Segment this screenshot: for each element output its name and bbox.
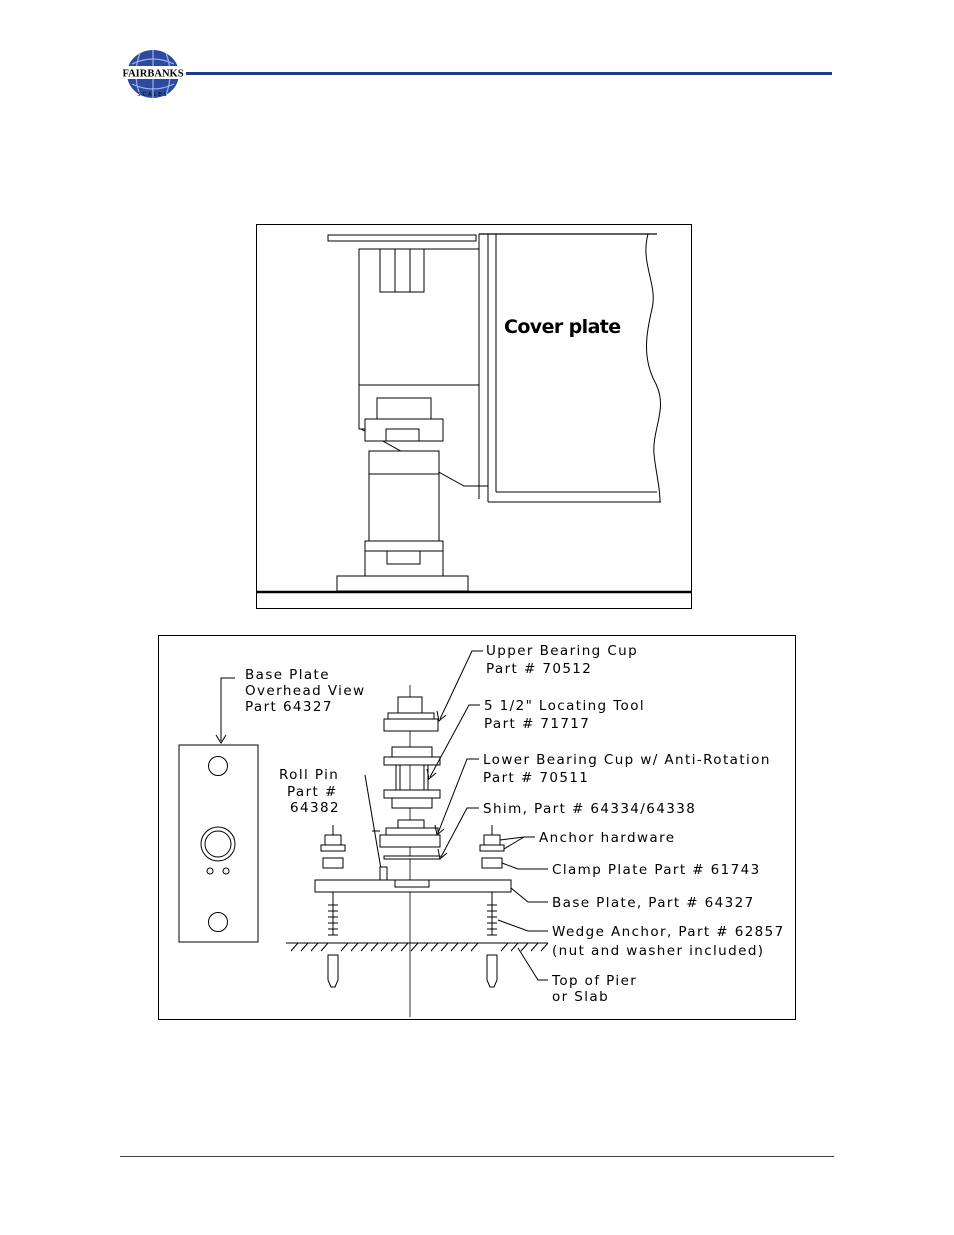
fairbanks-logo [120, 48, 186, 100]
logo-text: FAIRBANKS [122, 68, 184, 80]
figure-side-view [256, 224, 692, 609]
anchor-hardware-label: Anchor hardware [539, 830, 676, 846]
locating-tool [384, 757, 440, 765]
wedge-anchor-label: Wedge Anchor, Part # 62857 (nut and washer included) [552, 924, 785, 959]
roll-pin-label: Roll Pin Part # 64382 [279, 767, 340, 816]
upper-cup-label: Upper Bearing Cup Part # 70512 [486, 643, 639, 677]
load-cell [369, 451, 439, 541]
housing [359, 249, 479, 385]
lower-cup-label: Lower Bearing Cup w/ Anti-Rotation Part # 70511 [483, 752, 771, 786]
pier-label: Top of Pier or Slab [552, 973, 638, 1005]
logo-subtext: SCALES [137, 92, 169, 98]
top-plate [328, 235, 476, 241]
locating-tool-label: 5 1/2" Locating Tool Part # 71717 [484, 698, 646, 732]
roll-pin [380, 867, 387, 880]
upper-bearing-cup [388, 713, 434, 719]
base-plate-overhead-label: Base Plate Overhead View Part 64327 [245, 667, 366, 715]
shim-label: Shim, Part # 64334/64338 [483, 801, 697, 817]
figure-exploded-view [158, 635, 796, 1020]
footer-rule [120, 1156, 834, 1157]
upper-cup [377, 398, 431, 419]
clamp-plate-label: Clamp Plate Part # 61743 [552, 862, 761, 878]
cover-plate-label: Cover plate [504, 316, 621, 338]
base-plate-label: Base Plate, Part # 64327 [552, 895, 755, 911]
lower-cup [365, 541, 443, 551]
base-plate [315, 880, 511, 892]
header-rule [186, 72, 832, 75]
shim [384, 856, 440, 859]
base-block [337, 576, 468, 591]
lower-bearing-cup [386, 828, 438, 835]
